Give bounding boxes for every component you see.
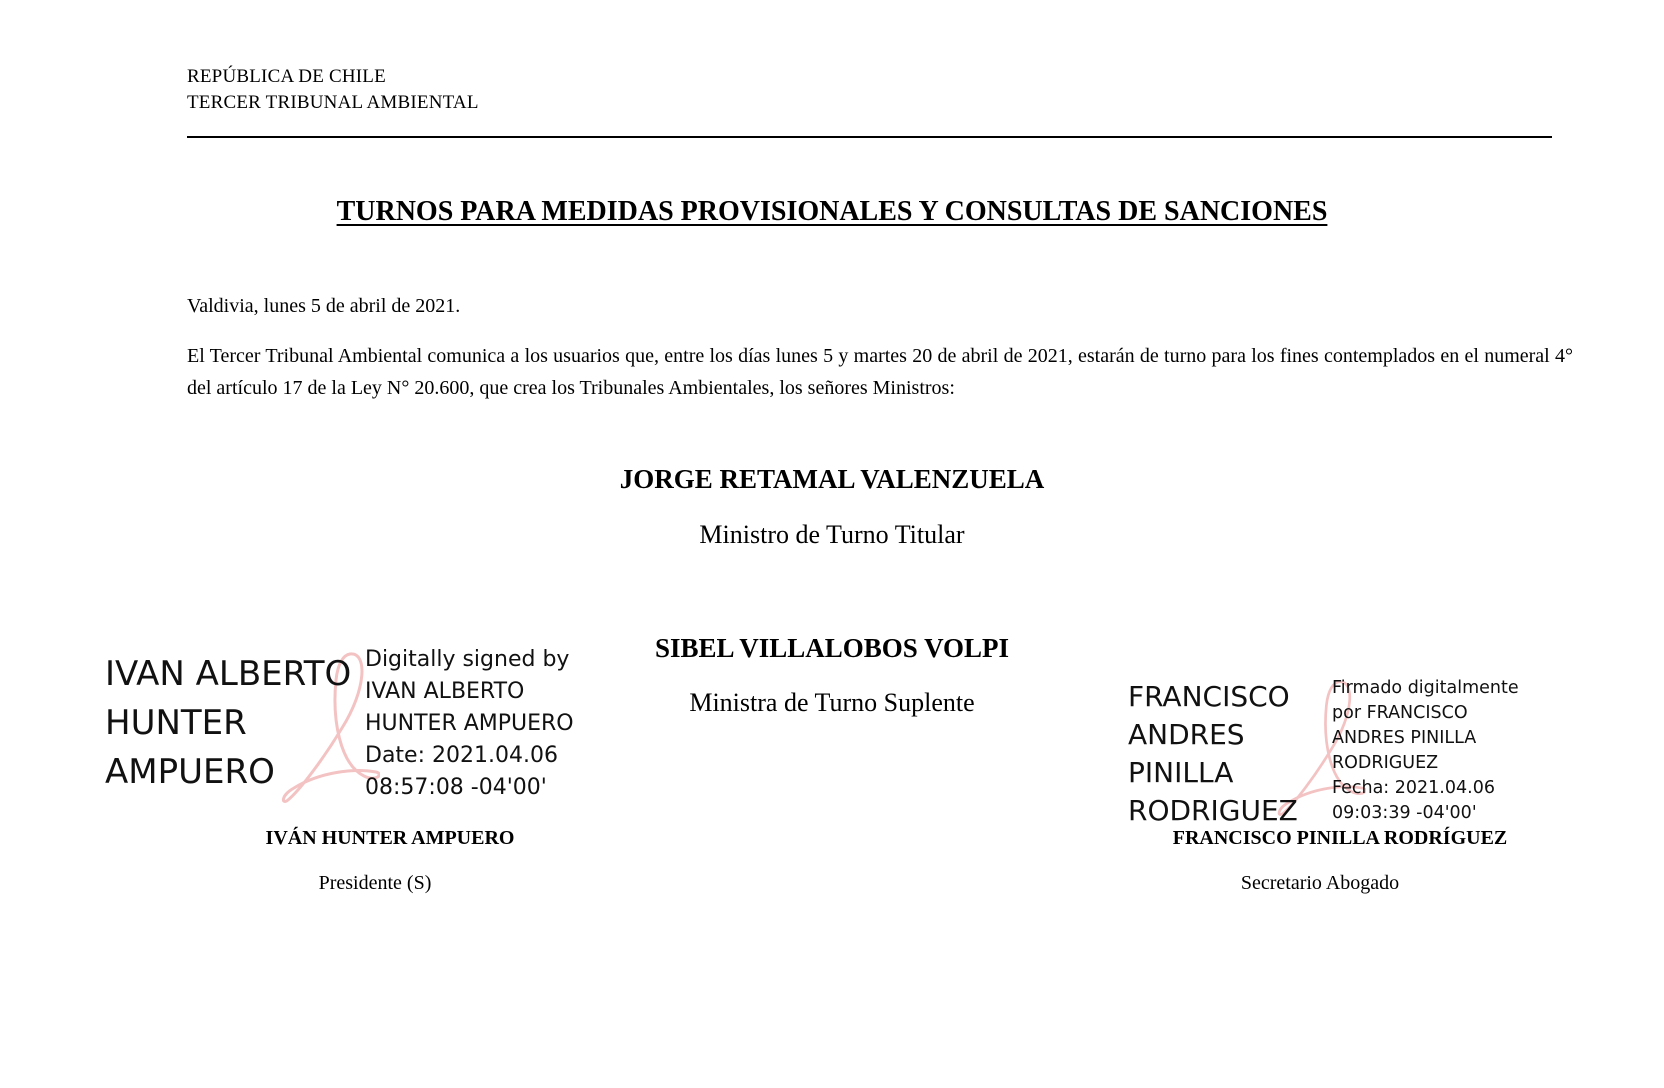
left-signature-info-line: IVAN ALBERTO [365, 679, 525, 704]
right-signature-name-line: FRANCISCO [1128, 680, 1290, 713]
left-signature-info-line: HUNTER AMPUERO [365, 711, 574, 736]
right-signature-info-line: Firmado digitalmente [1332, 678, 1519, 698]
left-signer-name: IVÁN HUNTER AMPUERO [265, 827, 515, 849]
right-signature-info-line: Fecha: 2021.04.06 [1332, 778, 1495, 798]
right-signer-role: Secretario Abogado [1240, 872, 1400, 894]
right-signature-name-line: RODRIGUEZ [1128, 794, 1298, 827]
left-signature-info-line: 08:57:08 -04'00' [365, 775, 547, 800]
right-signature-info-line: ANDRES PINILLA [1332, 728, 1477, 748]
right-signer-name: FRANCISCO PINILLA RODRÍGUEZ [1172, 827, 1508, 849]
right-signature-info-line: por FRANCISCO [1332, 703, 1468, 723]
left-signature-name-line: IVAN ALBERTO [105, 654, 352, 694]
left-digital-signature [105, 647, 585, 820]
header-institution: TERCER TRIBUNAL AMBIENTAL [187, 92, 479, 113]
left-signature-info-line: Digitally signed by [365, 647, 570, 672]
left-signature-info-line: Date: 2021.04.06 [365, 743, 558, 768]
right-signature-info [1332, 676, 1519, 826]
minister-titular-role: Ministro de Turno Titular [699, 520, 965, 549]
header-country: REPÚBLICA DE CHILE [187, 66, 386, 87]
document-title: TURNOS PARA MEDIDAS PROVISIONALES Y CONSULTAS DE SANCIONES [336, 196, 1328, 227]
left-signature-info [365, 644, 574, 804]
right-signature-info-line: RODRIGUEZ [1332, 753, 1439, 773]
right-signature-name-block [1128, 678, 1298, 830]
minister-titular-name: JORGE RETAMAL VALENZUELA [619, 464, 1045, 494]
minister-suplente-role: Ministra de Turno Suplente [689, 688, 975, 717]
body-paragraph: El Tercer Tribunal Ambiental comunica a los usuarios que, entre los días lunes 5 y martes 20 de abril de 2021, estarán de turno para los fines contemplados en el numeral 4° del artículo 17 de la Ley N° 20.600, que crea los Tribunales Ambientales, los señores Ministros: [187, 345, 1573, 399]
right-signature-name-line: ANDRES [1128, 718, 1245, 751]
date-line: Valdivia, lunes 5 de abril de 2021. [187, 295, 461, 317]
header-divider [187, 136, 1552, 138]
left-signer-role: Presidente (S) [318, 872, 432, 894]
right-signature-info-line: 09:03:39 -04'00' [1332, 803, 1477, 823]
right-digital-signature [1128, 678, 1548, 828]
left-signature-name-line: AMPUERO [105, 752, 275, 792]
left-signature-name-block [105, 650, 351, 797]
left-signature-name-line: HUNTER [105, 703, 247, 743]
right-signature-name-line: PINILLA [1128, 756, 1234, 789]
minister-suplente-name: SIBEL VILLALOBOS VOLPI [654, 633, 1010, 663]
